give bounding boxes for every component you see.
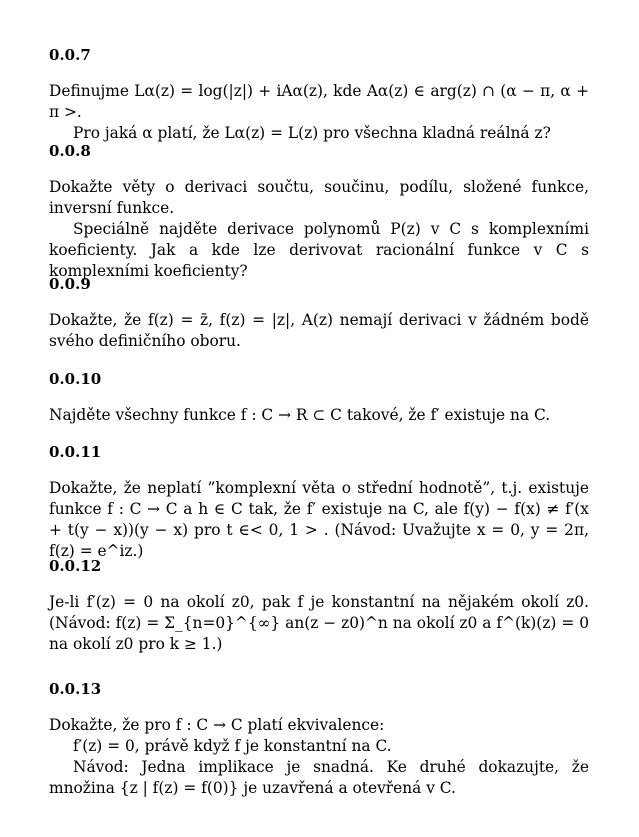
section-heading: 0.0.12 — [49, 557, 102, 575]
paragraph: Dokažte věty o derivaci součtu, součinu, podílu, složené funkce, inversní funkce. — [49, 178, 589, 217]
paragraph: Najděte všechny funkce f : C → R ⊂ C takové, že f′ existuje na C. — [49, 406, 551, 424]
paragraph: Speciálně najděte derivace polynomů P(z) v C s komplexními koeficienty. Jak a kde lze derivovat racionální funkce v C s komplexními koeficienty? — [49, 220, 589, 280]
paragraph: Pro jaká α platí, že Lα(z) = L(z) pro všechna kladná reálná z? — [73, 124, 551, 142]
section-0-0-10 — [49, 370, 589, 426]
paragraph: Je-li f′(z) = 0 na okolí z0, pak f je konstantní na nějakém okolí z0. (Návod: f(z) = Σ_{n=0}^{∞} an(z − z0)^n na okolí z0 a f^(k)(z) = 0 na okolí z0 pro k ≥ 1.) — [49, 593, 589, 653]
paragraph: f′(z) = 0, právě když f je konstantní na C. — [73, 737, 392, 755]
paragraph: Návod: Jedna implikace je snadná. Ke druhé dokazujte, že množina {z | f(z) = f(0)} je uzavřená a otevřená v C. — [49, 758, 589, 797]
section-heading: 0.0.11 — [49, 443, 102, 461]
paragraph: Dokažte, že pro f : C → C platí ekvivalence: — [49, 716, 385, 734]
section-0-0-7 — [49, 46, 589, 144]
section-0-0-12 — [49, 557, 589, 655]
paragraph: Definujme Lα(z) = log(|z|) + iAα(z), kde Aα(z) ∈ arg(z) ∩ (α − π, α + π >. — [49, 82, 589, 121]
section-heading: 0.0.7 — [49, 46, 91, 64]
section-0-0-9 — [49, 275, 589, 352]
section-heading: 0.0.8 — [49, 142, 91, 160]
section-0-0-13 — [49, 680, 589, 799]
section-heading: 0.0.10 — [49, 370, 102, 388]
paragraph: Dokažte, že f(z) = z̄, f(z) = |z|, A(z) nemají derivaci v žádném bodě svého definičního oboru. — [49, 311, 589, 350]
section-0-0-8 — [49, 142, 589, 282]
section-heading: 0.0.9 — [49, 275, 91, 293]
section-heading: 0.0.13 — [49, 680, 102, 698]
section-0-0-11 — [49, 443, 589, 562]
paragraph: Dokažte, že neplatí ”komplexní věta o střední hodnotě”, t.j. existuje funkce f : C → C a h ∈ C tak, že f′ existuje na C, ale f(y) − f(x) ≠ f′(x + t(y − x))(y − x) pro t ∈< 0, 1 > . (Návod: Uvažujte x = 0, y = 2π, f(z) = e^iz.) — [49, 479, 589, 560]
